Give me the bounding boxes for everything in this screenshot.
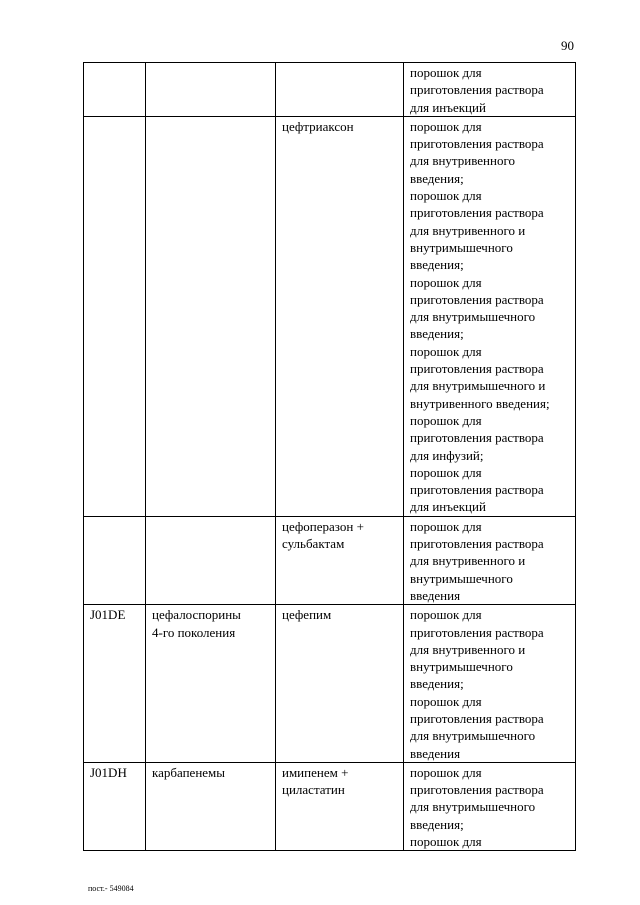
group-cell — [146, 605, 276, 763]
drug-name-cell — [276, 63, 404, 117]
cell-text-line: приготовления раствора — [410, 482, 544, 498]
cell-text-line: приготовления раствора — [410, 361, 544, 377]
atc-code-cell — [84, 116, 146, 516]
cell-text-line: для внутривенного и — [410, 222, 526, 238]
cell-text-line: введения; — [410, 257, 464, 273]
cell-text-line: порошок для — [410, 693, 482, 709]
cell-text-line: приготовления раствора — [410, 291, 544, 307]
cell-text-line: для инъекций — [410, 99, 486, 115]
cell-text-line: внутримышечного — [410, 570, 513, 586]
cell-text-line: для внутримышечного — [410, 728, 536, 744]
cell-text-line: внутривенного введения; — [410, 395, 550, 411]
table-row — [84, 516, 576, 604]
cell-text-line: приготовления раствора — [410, 536, 544, 552]
dosage-form-cell — [404, 605, 576, 763]
cell-text-line: для внутривенного — [410, 153, 515, 169]
atc-code-cell — [84, 516, 146, 604]
footer-doc-id: пост.- 549084 — [88, 884, 134, 893]
cell-text-line: цефоперазон + — [282, 518, 364, 534]
cell-text-line: J01DE — [90, 607, 126, 623]
cell-text-line: приготовления раствора — [410, 82, 544, 98]
cell-text-line: J01DH — [90, 764, 127, 780]
cell-text-line: 4-го поколения — [152, 624, 236, 640]
dosage-form-cell — [404, 516, 576, 604]
cell-text-line: карбапенемы — [152, 764, 226, 780]
group-cell — [146, 762, 276, 850]
dosage-form-cell — [404, 762, 576, 850]
cell-text-line: порошок для — [410, 834, 482, 850]
drug-name-cell — [276, 605, 404, 763]
group-cell — [146, 516, 276, 604]
cell-text-line: введения — [410, 587, 461, 603]
cell-text-line: внутримышечного — [410, 659, 513, 675]
cell-text-line: приготовления раствора — [410, 430, 544, 446]
cell-text-line: введения; — [410, 816, 464, 832]
cell-text-line: порошок для — [410, 518, 482, 534]
atc-code-cell — [84, 63, 146, 117]
cell-text-line: приготовления раствора — [410, 205, 544, 221]
cell-text-line: для внутривенного и — [410, 553, 526, 569]
cell-text-line: цефалоспорины — [152, 607, 241, 623]
group-cell — [146, 116, 276, 516]
drug-name-cell — [276, 762, 404, 850]
cell-text-line: порошок для — [410, 607, 482, 623]
cell-text-line: для инфузий; — [410, 447, 484, 463]
table-row — [84, 63, 576, 117]
cell-text-line: порошок для — [410, 118, 482, 134]
cell-text-line: введения — [410, 745, 461, 761]
cell-text-line: цефепим — [282, 607, 332, 623]
cell-text-line: порошок для — [410, 274, 482, 290]
page-number: 90 — [561, 38, 574, 53]
table-row — [84, 762, 576, 850]
cell-text-line: порошок для — [410, 65, 482, 80]
cell-text-line: порошок для — [410, 412, 482, 428]
table-body — [84, 63, 576, 851]
cell-text-line: для внутривенного и — [410, 641, 526, 657]
cell-text-line: циластатин — [282, 782, 345, 798]
cell-text-line: введения; — [410, 170, 464, 186]
cell-text-line: для внутримышечного — [410, 309, 536, 325]
cell-text-line: порошок для — [410, 343, 482, 359]
dosage-form-cell — [404, 116, 576, 516]
atc-code-cell — [84, 762, 146, 850]
cell-text-line: приготовления раствора — [410, 782, 544, 798]
group-cell — [146, 63, 276, 117]
dosage-form-cell — [404, 63, 576, 117]
cell-text-line: для инъекций — [410, 499, 486, 515]
cell-text-line: приготовления раствора — [410, 710, 544, 726]
cell-text-line: введения; — [410, 676, 464, 692]
drug-name-cell — [276, 116, 404, 516]
atc-code-cell — [84, 605, 146, 763]
table-row — [84, 116, 576, 516]
cell-text-line: порошок для — [410, 188, 482, 204]
cell-text-line: цефтриаксон — [282, 118, 354, 134]
cell-text-line: приготовления раствора — [410, 136, 544, 152]
cell-text-line: приготовления раствора — [410, 624, 544, 640]
cell-text-line: для внутримышечного и — [410, 378, 546, 394]
cell-text-line: внутримышечного — [410, 239, 513, 255]
drug-table — [83, 62, 576, 851]
cell-text-line: для внутримышечного — [410, 799, 536, 815]
table-row — [84, 605, 576, 763]
cell-text-line: имипенем + — [282, 764, 349, 780]
cell-text-line: порошок для — [410, 464, 482, 480]
cell-text-line: порошок для — [410, 764, 482, 780]
cell-text-line: сульбактам — [282, 536, 345, 552]
cell-text-line: введения; — [410, 326, 464, 342]
drug-name-cell — [276, 516, 404, 604]
